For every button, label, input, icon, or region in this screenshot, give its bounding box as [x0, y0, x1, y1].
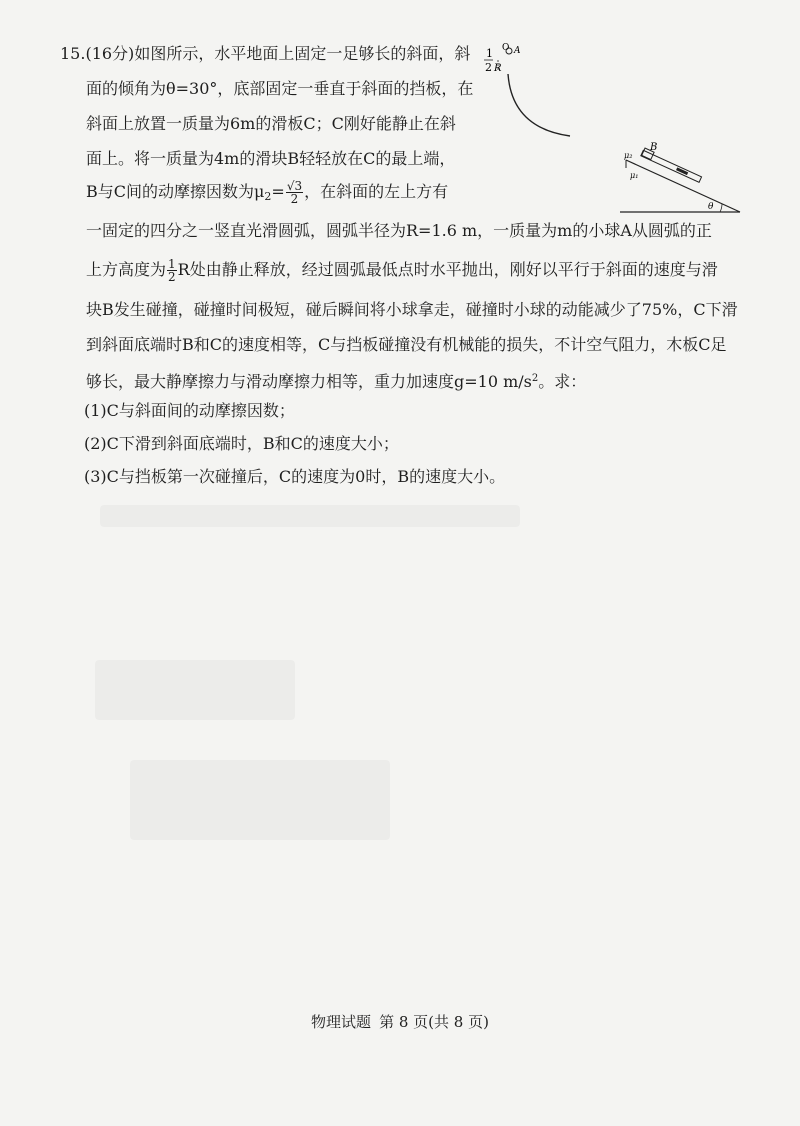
- question-line-10: 够长，最大静摩擦力与滑动摩擦力相等，重力加速度g=10 $m/s^2$。求：: [86, 372, 587, 391]
- question-line-8: 块B发生碰撞，碰撞时间极短，碰后瞬间将小球拿走，碰撞时小球的动能减少了75%，C下滑: [86, 300, 738, 319]
- page-footer: [0, 1012, 800, 1032]
- fraction-sqrt3-over-2: $\frac{√3}{2}$: [286, 179, 303, 206]
- figure-incline: [612, 138, 746, 218]
- scan-smudge: [130, 760, 390, 840]
- fraction-one-half: $\frac{1}{2}$: [168, 257, 176, 284]
- figure-quarter-arc: [478, 40, 588, 140]
- label-B: B: [650, 142, 658, 153]
- label-half-num: 1: [486, 47, 493, 60]
- label-theta: θ: [708, 202, 714, 212]
- sub-question-1: (1)C与斜面间的动摩擦因数；: [84, 401, 295, 420]
- footer-subject: 物理试题: [311, 1013, 372, 1031]
- question-line-9: 到斜面底端时B和C的速度相等，C与挡板碰撞没有机械能的损失，不计空气阻力，木板C足: [86, 335, 727, 354]
- question-number: 15.: [60, 44, 86, 63]
- label-mu2: μ₂: [624, 151, 633, 160]
- label-A: A: [514, 46, 521, 56]
- question-line-6: 一固定的四分之一竖直光滑圆弧，圆弧半径为R=1.6 m，一质量为m的小球A从圆弧的正: [86, 221, 712, 240]
- scan-smudge: [100, 505, 520, 527]
- sub-question-3: (3)C与挡板第一次碰撞后，C的速度为0时，B的速度大小。: [84, 467, 506, 486]
- question-score: (16分): [85, 44, 135, 63]
- question-line-2: 面的倾角为θ=30°，底部固定一垂直于斜面的挡板，在: [86, 79, 474, 98]
- label-half-den: 2: [485, 61, 492, 74]
- scan-smudge: [95, 660, 295, 720]
- angle-arc: [720, 204, 722, 212]
- question-line-5: B与C间的动摩擦因数为$\mu_2=$ $\frac{√3}{2}$ ，在斜面的左上方有: [86, 179, 449, 206]
- question-header: [60, 43, 470, 65]
- sub-question-2: (2)C下滑到斜面底端时，B和C的速度大小；: [84, 434, 399, 453]
- board-C-mark: [676, 167, 688, 175]
- question-line-4: 面上。将一质量为4m的滑块B轻轻放在C的最上端，: [86, 149, 456, 168]
- question-line-1: 如图所示，水平地面上固定一足够长的斜面，斜: [134, 44, 471, 63]
- board-C: [641, 150, 702, 182]
- footer-page: 第 8 页(共 8 页): [379, 1013, 489, 1031]
- label-R: R: [494, 63, 502, 74]
- label-mu1: μ₁: [630, 171, 639, 180]
- question-line-3: 斜面上放置一质量为6m的滑板C；C刚好能静止在斜: [86, 114, 456, 133]
- arc-curve: [508, 74, 570, 136]
- incline-surface: [626, 160, 740, 212]
- label-O: O: [502, 43, 510, 53]
- question-line-7: 上方高度为 $\frac{1}{2}$ R处由静止释放，经过圆弧最低点时水平抛出，刚好以平行于斜面的速度与滑: [86, 257, 718, 284]
